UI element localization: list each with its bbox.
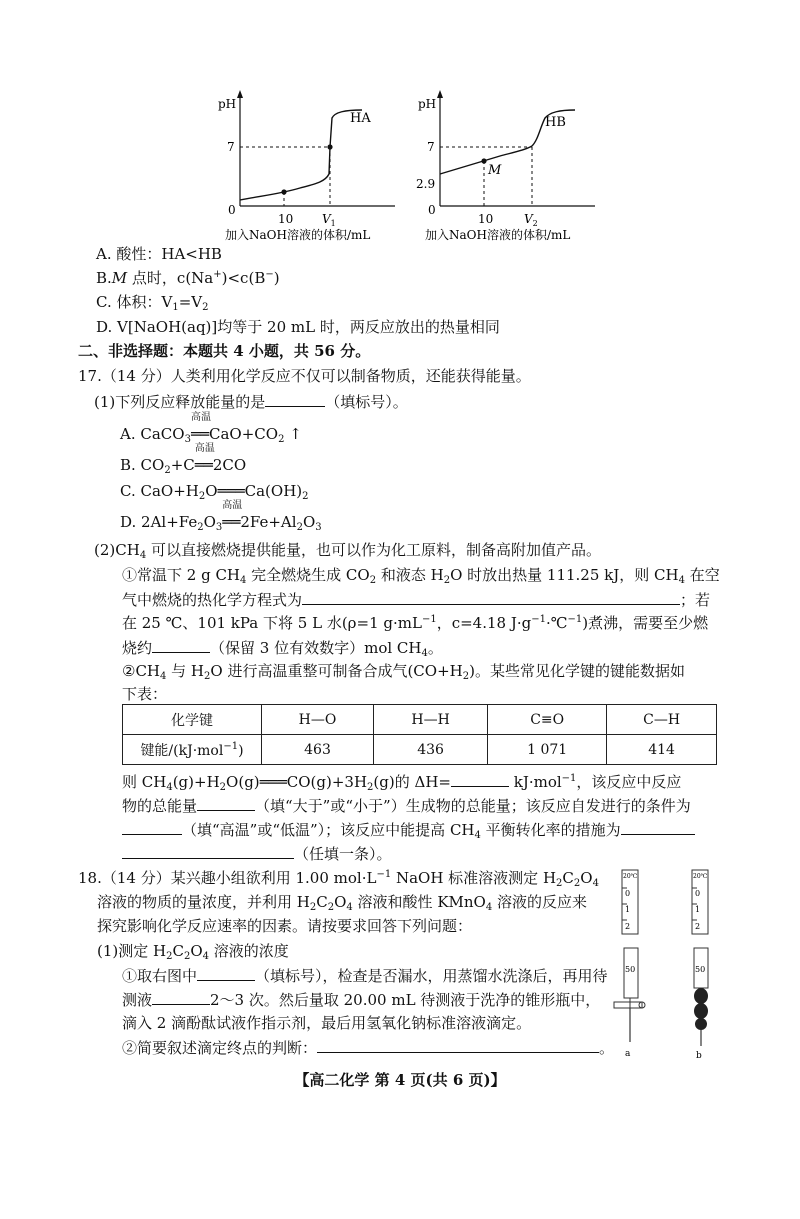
q17-option-c: C. $CaO+H_2O═══Ca(OH)_2$	[120, 482, 309, 502]
q17-c1-line1: ①常温下 2 g $CH_4$ 完全燃烧生成 $CO_2$ 和液态 $H_2O$ 时放出热量 111.25 kJ，则 $CH_4$ 在空	[122, 566, 720, 586]
burette-a-label: a	[625, 1049, 631, 1059]
q17-c1-line2: 气中燃烧的热化学方程式为 ；若	[122, 591, 711, 609]
q18-line4: (1)测定 $H_2C_2O_4$ 溶液的浓度	[97, 942, 289, 962]
svg-text:2: 2	[625, 922, 631, 931]
q17-option-b: B. $CO_2+C$ 高温 ══2CO	[120, 443, 247, 476]
q17-condition-blank[interactable]	[122, 819, 182, 835]
q17-c1-line3: 在 25 ℃、101 kPa 下将 5 L 水(ρ=1 $g\cdot mL^{-1}$，c=4.18 $J\cdot g^{-1}\cdot℃^{-1}$)煮沸，需要至少燃	[122, 614, 709, 632]
q17-c2-line5: （填“高温”或“低温”）；该反应中能提高 $CH_4$ 平衡转化率的措施为	[122, 819, 695, 840]
q16-option-d: D. V[NaOH(aq)]均等于 20 mL 时，两反应放出的热量相同	[96, 318, 500, 336]
table-cell: 1 071	[488, 735, 607, 765]
bond-energy-table	[122, 704, 717, 765]
hb-point-m	[481, 158, 486, 163]
ha-x-tick-v1: $V_1$	[322, 212, 336, 228]
q16-option-c: C. 体积：$V_1=V_2$	[96, 293, 209, 313]
hb-y-tick-29: 2.9	[416, 177, 436, 191]
ha-curve	[240, 110, 362, 200]
q17-c2-line1: $②CH_4$ 与 $H_2O$ 进行高温重整可制备合成气$(CO+H_2)$。某些常见化学键的键能数据如	[122, 662, 685, 682]
table-header: C≡O	[488, 705, 607, 735]
q17-c2-line6: （任填一条）。	[122, 843, 392, 864]
svg-text:1: 1	[695, 905, 701, 914]
ha-curve-label: HA	[350, 111, 371, 126]
table-row	[123, 735, 717, 765]
ha-y-label: pH	[218, 97, 237, 111]
hb-x-tick-v2: $V_2$	[524, 212, 538, 228]
burette-a	[614, 870, 645, 1059]
svg-text:2: 2	[695, 922, 701, 931]
q17-c2-line2: 下表：	[122, 685, 168, 703]
hb-point-m-label: M	[488, 163, 502, 178]
svg-text:20℃: 20℃	[623, 873, 638, 880]
ha-y-arrow	[237, 90, 243, 98]
hb-y-tick-7: 7	[427, 140, 435, 154]
q17-measure-blank-1[interactable]	[621, 819, 695, 835]
q17-thermo-eq-blank[interactable]	[302, 589, 680, 605]
q18-line2: 溶液的物质的量浓度，并利用 $H_2C_2O_4$ 溶液和酸性 KMnO$_4$ 溶液的反应来	[97, 893, 587, 913]
q17-dh-blank[interactable]	[451, 771, 509, 787]
burettes-figure	[612, 866, 728, 1062]
q17-mol-blank[interactable]	[152, 637, 210, 653]
hb-x-tick-10: 10	[478, 212, 494, 226]
q17-measure-blank-2[interactable]	[122, 843, 294, 859]
q18-endpoint-blank[interactable]	[317, 1037, 599, 1053]
svg-text:0: 0	[695, 889, 701, 898]
svg-text:0: 0	[625, 889, 631, 898]
q16-option-b: B.M 点时，c(Na+)<c(B−)	[96, 269, 280, 287]
q18-line7: 滴入 2 滴酚酞试液作指示剂，最后用氢氧化钠标准溶液滴定。	[122, 1014, 532, 1032]
table-header: H—O	[262, 705, 374, 735]
ha-y-tick-7: 7	[227, 140, 235, 154]
ha-origin: 0	[228, 203, 236, 217]
q18-line5: ①取右图中 （填标号），检查是否漏水，用蒸馏水洗涤后，再用待	[122, 967, 608, 985]
q18-line1: 18.（14 分）某兴趣小组欲利用 1.00 $mol\cdot L^{-1}$ NaOH 标准溶液测定 $H_2C_2O_4$	[78, 869, 599, 889]
section-2-heading: 二、非选择题：本题共 4 小题，共 56 分。	[78, 342, 371, 360]
q18-line6: 测液 2～3 次。然后量取 20.00 mL 待测液于洗净的锥形瓶中，	[122, 991, 601, 1009]
svg-text:20℃: 20℃	[693, 873, 708, 880]
hb-y-arrow	[437, 90, 443, 98]
q18-burette-blank[interactable]	[197, 965, 255, 981]
svg-text:1: 1	[625, 905, 631, 914]
ha-ph-graph	[210, 88, 400, 243]
hb-origin: 0	[428, 203, 436, 217]
hb-ph-graph	[410, 88, 600, 243]
ha-point-10	[281, 189, 286, 194]
q17-energy-blank[interactable]	[197, 795, 255, 811]
table-row-label: 键能/(kJ·mol$^{-1}$)	[123, 735, 262, 765]
q17-part2: $(2)CH_4$ 可以直接燃烧提供能量，也可以作为化工原料，制备高附加值产品。	[94, 541, 601, 561]
q18-rinse-blank[interactable]	[152, 989, 210, 1005]
table-header: 化学键	[123, 705, 262, 735]
page-footer: 【高二化学 第 4 页(共 6 页)】	[294, 1071, 506, 1089]
q17-part1-blank[interactable]	[265, 391, 325, 407]
table-cell: 463	[262, 735, 374, 765]
ha-point-eq	[327, 144, 332, 149]
burette-b-label: b	[696, 1051, 702, 1061]
svg-text:50: 50	[625, 965, 636, 974]
q17-c2-line3: 则 $CH_4(g)+H_2O(g)═══CO(g)+3H_2(g)$的 ΔH= kJ·mol$^{-1}$，该反应中反应	[122, 773, 682, 793]
table-header: H—H	[374, 705, 488, 735]
svg-text:50: 50	[695, 965, 706, 974]
table-header: C—H	[607, 705, 717, 735]
q17-c2-line4: 物的总能量 （填“大于”或“小于”）生成物的总能量；该反应自发进行的条件为	[122, 797, 691, 815]
ha-x-axis-label: 加入NaOH溶液的体积/mL	[225, 228, 371, 242]
q18-line8: ②简要叙述滴定终点的判断： 。	[122, 1039, 615, 1057]
hb-x-axis-label: 加入NaOH溶液的体积/mL	[425, 228, 571, 242]
q17-stem: 17.（14 分）人类利用化学反应不仅可以制备物质，还能获得能量。	[78, 367, 531, 385]
q17-option-a: A. CaCO$_3$ 高温 $══CaO+CO_2$ ↑	[120, 412, 302, 445]
q18-line3: 探究影响化学反应速率的因素。请按要求回答下列问题：	[97, 917, 473, 935]
q16-option-a: A. 酸性：HA<HB	[96, 245, 222, 263]
table-cell: 436	[374, 735, 488, 765]
q17-part1: (1)下列反应释放能量的是 （填标号）。	[94, 393, 408, 411]
table-header-row	[123, 705, 717, 735]
burette-b	[692, 870, 708, 1061]
table-cell: 414	[607, 735, 717, 765]
hb-curve-label: HB	[545, 115, 566, 130]
q17-option-d: D. $2Al+Fe_2O_3$ 高温 $══2Fe+Al_2O_3$	[120, 500, 322, 533]
hb-y-label: pH	[418, 97, 437, 111]
ha-x-tick-10: 10	[278, 212, 294, 226]
q17-c1-line4: 烧约 （保留 3 位有效数字）mol $CH_4$。	[122, 639, 443, 659]
